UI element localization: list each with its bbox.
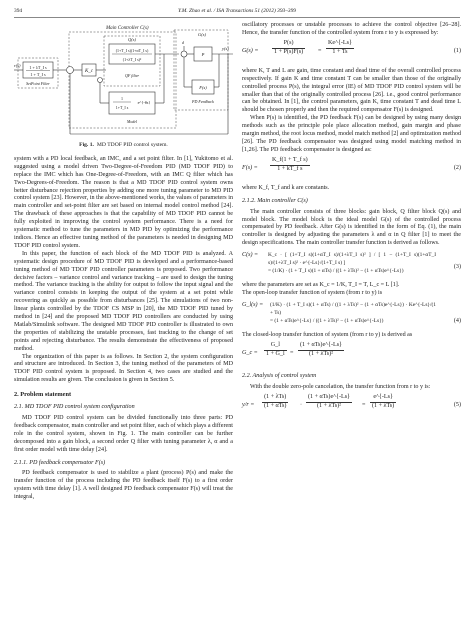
- eq6-c-denominator: (1 + λTs): [372, 402, 395, 409]
- setpoint-filter-name: SetPoint Filter: [26, 81, 50, 86]
- eq1-lhs: G(s) =: [242, 47, 259, 54]
- figure-1: [14, 22, 233, 140]
- eq5-lhs: G_c =: [242, 349, 258, 356]
- model-denominator: 1+T_I s: [115, 105, 129, 110]
- left-para-2: In this paper, the function of each block of the MD TDOF PID is analyzed. A systematic design procedure of MD TDOF PID is developed and a performance-based tuning method of MD TDOF PID controller parameters is proposed. Two performance decisive factors – variance control and variance tracking – are used to design the tuning method. The variance tracking is the ability for output to follow the input signal and the variance control consists in keeping the output of the system at a set point while recovering as quickly as possible from disturbances [25]. The simulations of two non-linear plants controlled by the TDOF CS MSP in [20], the MD TDOF PID tuned by method in [24] and the proposed MD TDOF PID controllers are conducted by using Matlab/Simulink software. The designed MD TDOF PID controller is illustrated to own the properties of stabilizing the unstable processes, fast tracking to the change of set points and rejecting disturbance. The results demonstrate the effectiveness of proposed method.: [14, 250, 233, 352]
- right-para-9: With the double zero-pole cancelation, the transfer function from r to y is:: [250, 383, 431, 390]
- pd-feedback-name: PD Feedback: [192, 99, 214, 104]
- header-divider: [14, 17, 460, 18]
- eq6-b-numerator: (1 + αTs)e^{-Ls}: [306, 394, 352, 403]
- equation-4: [242, 300, 461, 330]
- figure-caption-text: MD TDOF PID control system.: [96, 142, 168, 148]
- right-para-2: where K, T and L are gain, time constant and dead time of the overall controlled process respectively. If gain K and time constant T can be smaller than those of the originally controlled process P(s), the integral error (IE) of MD TDOF PID control system will be smaller than that of the originally controlled process [26]. i.e., good control performance can be obtained. In [1], the control parameters, gain K, time constant T and dead time L should be chosen properly and then the required compensator F(s) is designed.: [242, 67, 461, 114]
- q-filter-label: Q(s): [128, 37, 136, 42]
- section-2-2-heading: 2.2. Analysis of control system: [242, 372, 317, 379]
- output-y-label: y(s): [222, 46, 229, 51]
- svg-text:P: P: [201, 52, 205, 57]
- equation-1: G(s) = $\frac{P(s)}{1 + P(s)F(s)}$ = $\frac{Ke\^{}\{-Ls\}}{1 + Ts}$ (1): [242, 39, 461, 55]
- eq3-tag: (3): [453, 264, 461, 271]
- figure-caption-label: Fig. 1.: [79, 142, 94, 148]
- equation-2: [242, 157, 461, 183]
- right-para-6: where the parameters are set as K_c = 1/K, T_I = T, L_c = L [1].: [242, 282, 400, 289]
- input-r-label: r(s): [14, 63, 21, 68]
- eq3-lhs: C(s) =: [242, 252, 259, 259]
- eq3-line-2: = (1/K) · (1 + T_I s)(1 + αTs) / ((1 + λTs)² − (1 + αTs)e^{-Ls}): [268, 268, 404, 275]
- equation-6: y/r = (1 + λTs) (1 + αTs) · (1 + αTs)e^{-Ls} (1 + λTs)² = e^{-Ls} (1 + λTs) (5): [242, 393, 461, 409]
- eq5-denominator: 1 + G_l: [266, 350, 285, 357]
- eq1-denominator: 1 + P(s)F(s): [274, 48, 304, 55]
- left-para-3: The organization of this paper is as follows. In Section 2, the system configuration and structure are introduced. In Section 3, the tuning method of the parameters of MD TDOF PID control system is proposed. In Section 4, two cases are studied and the simulation results are given. The conclusion is given in Section 5.: [14, 353, 233, 384]
- plant-sum-junction: [181, 51, 187, 57]
- eq2-numerator: K_f(1 + T_f s): [270, 157, 310, 166]
- eq2-tag: (2): [453, 164, 461, 171]
- model-delay: e^{-θs}: [137, 100, 151, 105]
- section-2-heading: 2. Problem statement: [14, 391, 72, 399]
- right-para-5: The main controller consists of three blocks: gain block, Q filter block Q(s) and model block. The model block is the ideal model G(s) of the controlled process compensated by PD feedback. After G(s) is identified in the form of Eq. (1), the main controller is designed by adjusting the parameters λ and α in Q filter [1] to meet the design specifications. The main controller transfer function is derived as follows.: [242, 208, 461, 247]
- eq6-lhs: y/r =: [242, 401, 255, 408]
- eq5-rhs-denominator: (1 + λTs)²: [308, 350, 334, 357]
- eq2-lhs: F(s) =: [242, 164, 258, 171]
- disturbance-label: d: [182, 40, 184, 45]
- pd-feedback-tf: F(s): [199, 85, 207, 90]
- page-number: 394: [14, 8, 23, 14]
- right-para-7: The open-loop transfer function of system (from r to y) is: [242, 290, 383, 297]
- q-filter-denominator: (1+λT_I s)²: [122, 57, 142, 62]
- right-column: [242, 22, 461, 422]
- section-2-1-1-heading: 2.1.1. PD feedback compensator F(s): [14, 459, 106, 466]
- journal-citation: Y.M. Zhao et al. / ISA Transactions 51 (2012) 393–399: [177, 8, 296, 14]
- eq6-c-numerator: e^{-Ls}: [370, 394, 396, 403]
- summing-junction: [67, 67, 74, 74]
- plant-label: G(s): [198, 32, 206, 37]
- eq1-rhs-numerator: Ke^{-Ls}: [326, 40, 354, 49]
- right-para-8: The closed-loop transfer function of system (from r to y) is derived as: [242, 331, 413, 338]
- eq4-line-2: = (1 + αTs)e^{-Ls} / ((1 + λTs)² − (1 + αTs)e^{-Ls}): [270, 317, 384, 324]
- gain-label: K_c: [84, 69, 94, 74]
- eq1-numerator: P(s): [272, 40, 305, 49]
- model-label: Model: [126, 119, 138, 124]
- left-column: [14, 22, 233, 502]
- left-para-4: MD TDOF PID control system can be divided functionally into three parts: PD feedback compensator, main controller and set point filter, each of which plays a different role in the control system, shown in Fig. 1. The main controller can be further decomposed into a gain block, a second order Q filter with tuning parameter λ, α and a first order model with time delay [24].: [14, 415, 233, 453]
- eq6-a-denominator: (1 + αTs): [264, 402, 287, 409]
- right-para-4: where K_f, T_f and k are constants.: [242, 184, 330, 191]
- eq1-tag: (1): [453, 47, 461, 54]
- main-controller-label: Main Controller C(s): [106, 26, 149, 31]
- eq1-rhs-denominator: 1 + Ts: [332, 48, 348, 55]
- q-filter-numerator: (1+T_I s)(1+αT_I s): [115, 48, 149, 53]
- equation-5: G_c = $\frac{G\_l}{1 + G\_l}$ = (1 + αTs)e^{-Ls} (1 + λTs)²: [242, 341, 342, 357]
- right-para-1: oscillatory processes or unstable processes to achieve the control objective [26–28]. Hence, the transfer function of the controlled system from r to y is expressed by:: [242, 22, 461, 36]
- eq3-line-1: K_c · [ (1+T_I s)(1+αT_I s)/(1+λT_I s)² ] / [ 1 − (1+T_I s)(1+αT_I s)/(1+λT_I s)² · e^{-Ls}/(1+T_I s) ]: [268, 252, 436, 267]
- eq4-line-1: (1/K) · (1 + T_I s)(1 + αTs) / ((1 + λTs)² − (1 + αTs)e^{-Ls}) · Ke^{-Ls}/(1 + Ts): [270, 301, 436, 316]
- section-2-1-2-heading: 2.1.2. Main controller C(s): [242, 197, 308, 204]
- eq6-tag: (5): [453, 401, 461, 408]
- qf-filter-name: QF filter: [124, 73, 140, 78]
- eq2-denominator: 1 + kT_f s: [277, 165, 303, 172]
- left-para-5: PD feedback compensator is used to stabilize a plant (process) P(s) and make the transfer function of the process including the PD feedback itself F(s) to a first order system with time delay [1]. A well designed PD feedback compensator F(s) will treat the integral,: [14, 470, 233, 501]
- section-2-1-heading: 2.1. MD TDOF PID control system configuration: [14, 404, 135, 411]
- eq6-a-numerator: (1 + λTs): [262, 394, 288, 403]
- figure-caption: [14, 142, 233, 150]
- equation-3: [242, 250, 461, 280]
- setpoint-filter-numerator: 1 + λT_I s: [29, 65, 47, 70]
- eq4-lhs: G_l(s) =: [242, 301, 264, 308]
- eq4-tag: (4): [453, 317, 461, 324]
- right-para-3: When P(s) is identified, the PD feedback F(s) can be designed by using many design methods such as the principle pole place allocation method, gain margin and phase margin method, the root locus method, model match method [2] and optimization method [26]. The PD feedback compensator was designed using model matching method in [1,26]. The PD feedback compensator is designed as:: [242, 115, 461, 153]
- eq6-b-denominator: (1 + λTs)²: [316, 402, 342, 409]
- left-para-1: system with a PD local feedback, an IMC, and a set point filter. In [1], Yukitomo et al. suggested using a model driven Two-Degree-of-Freedom PID (MD TDOF PID) to replace the IMC which has One-Degree-of-Freedom, with an IMC Q filter which has Two-Degrees-of-Freedom. The reason is that a MD TDOF PID control system owns better disturbance rejection properties by adding one more tuning parameter to MD PID control system [23]. However, in the above-mentioned works, the values of parameters in main controller and set-point filter are set based on internal model control method [24]. The drawback of these approaches is that the capability of MD TDOF PID cannot be fully exploited in improving the control system performance. There is a need for systematic method to tune the parameters in MD PID by optimizing the performance indices. Hence an effective tuning method of the parameters is needed in designing MD TDOF PID control system.: [14, 155, 233, 249]
- setpoint-filter-denominator: 1 + T_I s: [30, 72, 46, 77]
- model-numerator: 1: [121, 96, 123, 101]
- eq5-numerator: G_l: [264, 342, 287, 351]
- eq5-rhs-numerator: (1 + αTs)e^{-Ls}: [298, 342, 344, 351]
- block-diagram: [14, 22, 233, 140]
